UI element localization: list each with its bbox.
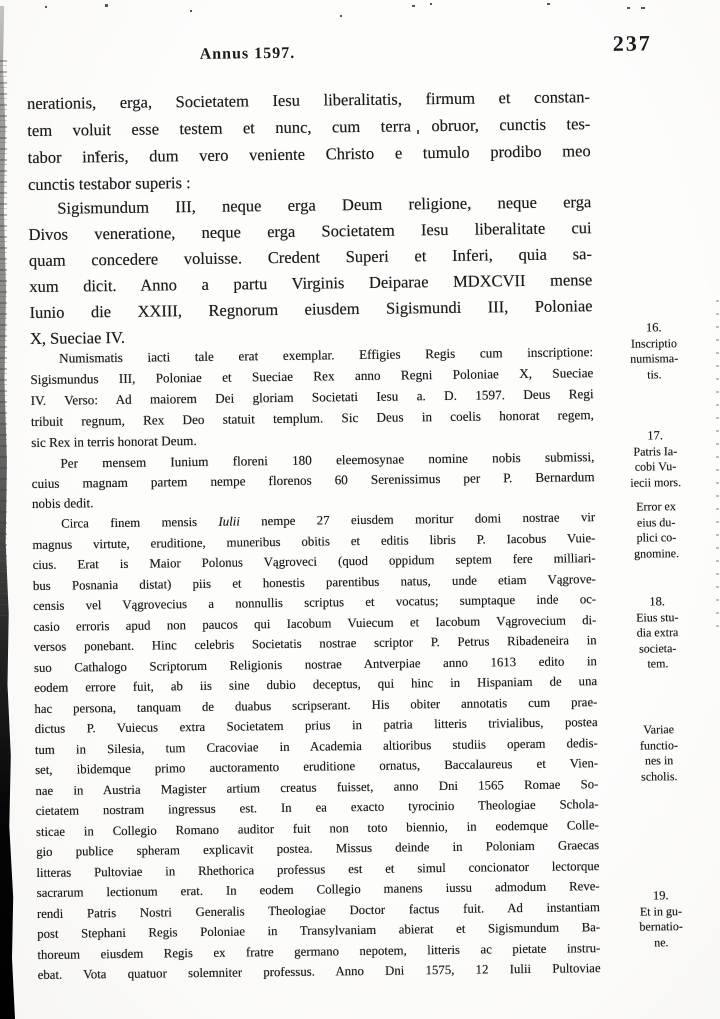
- text-line: xum dicit. Anno a partu Virginis Deiparae MDXCVII mense: [29, 270, 593, 297]
- text-line: Inscriptio: [630, 335, 678, 351]
- text-line: sic Rex in terris honorat Deum.: [31, 432, 197, 451]
- paragraph: [31, 447, 595, 514]
- text-line: Circa finem mensis Iulii nempe 27 eiusdem moritur domi nostrae vir: [61, 510, 596, 531]
- margin-note: [596, 428, 715, 491]
- text-line: tabor inferis, dum vero veniente Christo e tumulo prodibo meo: [27, 141, 591, 168]
- margin-note-text: [600, 722, 719, 785]
- text-line: bus Posnania distat) piis et honestis parentibus natus, unde etiam Vągrove-: [32, 571, 596, 593]
- paragraph: [30, 341, 594, 453]
- text-line: set, ibidemque primo auctoramento eruditione ornatus, Baccalaureus et Vien-: [35, 756, 599, 777]
- text-line: tem voluit esse testem et nunc, cum terra obruor, cunctis tes-: [27, 114, 591, 141]
- text-line: sacrarum lectionum erat. In eodem Collegio manens iussu admodum Reve-: [36, 879, 600, 900]
- text-line: Sigismundum III, neque erga Deum religione, neque erga: [57, 192, 592, 218]
- margin-note-number: 18.: [649, 594, 666, 609]
- text-line: nerationis, erga, Societatem Iesu liberalitatis, firmum et constan-: [26, 87, 591, 114]
- text-line: gnomine.: [633, 545, 680, 561]
- margin-note-text: [595, 335, 714, 383]
- text-line: scholis.: [641, 768, 678, 784]
- text-line: tribuit regnum, Rex Deo statuit templum. Sic Deus in coelis honorat regem,: [30, 407, 594, 430]
- text-line: suo Cathalogo Scriptorum Religionis nostrae Antverpiae anno 1613 edito in: [33, 653, 597, 675]
- page-number: 237: [612, 30, 652, 56]
- text-line: cuius magnam partem nempe florenos 60 Serenissimus per P. Bernardum: [31, 469, 595, 492]
- text-line: Divos veneratione, neque erga Societatem Iesu liberalitate cui: [28, 218, 592, 245]
- text-line: bernatio-: [639, 919, 683, 934]
- text-line: eodem errore fuit, ab iis sine dubio deceptus, qui hinc in Hispaniam de una: [34, 674, 598, 695]
- text-line: IV. Verso: Ad maiorem Dei gloriam Societati Iesu a. D. 1597. Deus Regi: [30, 386, 594, 409]
- text-line: dia extra: [636, 625, 679, 640]
- text-line: X, Sueciae IV.: [29, 327, 126, 349]
- text-line: thoreum eiusdem Regis ex fratre germano nepotem, litteris ac pietate instru-: [37, 940, 601, 962]
- margin-note: [597, 499, 716, 562]
- text-line: rendi Patris Nostri Generalis Theologiae Doctor factus fuit. Ad instantiam: [36, 899, 600, 921]
- text-line: versos ponebant. Hinc celebris Societatis nostrae scriptor P. Petrus Ribadeneira in: [33, 633, 597, 654]
- text-line: quam concedere voluisse. Credent Superi et Inferi, quia sa-: [28, 244, 593, 271]
- text-line: plici co-: [636, 530, 677, 545]
- margin-note-text: [596, 443, 715, 491]
- running-title: Annus 1597.: [199, 44, 296, 63]
- text-line: nobis dedit.: [31, 495, 94, 512]
- margin-note-text: [597, 499, 716, 562]
- margin-note-text: [598, 609, 717, 672]
- text-line: gio publice spheram explicavit postea. Missus deinde in Poloniam Graecas: [36, 838, 600, 859]
- margin-note: [595, 320, 714, 383]
- text-line: cunctis testabor superis :: [27, 173, 191, 195]
- margin-note-number: 19.: [652, 888, 669, 903]
- text-line: eius du-: [636, 514, 676, 530]
- margin-note: [600, 722, 719, 785]
- text-line: ebat. Vota quatuor solemniter professus. Anno Dni 1575, 12 Iulii Pultoviae: [37, 961, 601, 982]
- text-line: sticae in Collegio Romano auditor fuit non toto biennio, in eodemque Colle-: [35, 817, 599, 839]
- text-line: hac persona, tanquam de duabus scripserant. His obiter annotatis cum prae-: [34, 694, 598, 716]
- text-line: nes in: [644, 753, 674, 768]
- text-line: dictus P. Vuiecus extra Societatem prius in patria litteris trivialibus, postea: [34, 715, 598, 736]
- text-line: magnus virtute, eruditione, muneribus obitis et editis libris P. Iacobus Vuie-: [32, 530, 596, 552]
- margin-note: [598, 594, 717, 673]
- text-line: Patris Ia-: [633, 443, 678, 459]
- text-line: cius. Erat is Maior Polonus Vągroveci (quod oppidum septem fere milliari-: [32, 551, 596, 573]
- margin-note-number: 16.: [645, 320, 662, 335]
- text-line: post Stephani Regis Poloniae in Transylvaniam abierat et Sigismundum Ba-: [37, 920, 601, 941]
- margin-note: [602, 888, 720, 951]
- text-line: Numismatis iacti tale erat exemplar. Effigies Regis cum inscriptione:: [59, 344, 594, 366]
- text-line: cietatem nostram ingressus est. In ea exacto tyrocinio Theologiae Schola-: [35, 797, 599, 818]
- text-line: functio-: [639, 737, 678, 753]
- text-line: tem.: [647, 656, 669, 671]
- text-line: Sigismundus III, Poloniae et Sueciae Rex anno Regni Poloniae X, Sueciae: [30, 365, 594, 388]
- text-line: tis.: [647, 366, 662, 381]
- text-line: iecii mors.: [630, 474, 682, 490]
- text-line: numisma-: [630, 351, 679, 366]
- text-line: ne.: [654, 934, 669, 949]
- text-line: Iunio die XXIII, Regnorum eiusdem Sigismundi III, Poloniae: [29, 296, 593, 323]
- paragraph: [32, 507, 601, 985]
- text-line: Variae: [643, 722, 675, 737]
- text-line: nae in Austria Magister artium creatus fuisset, anno Dni 1565 Romae So-: [35, 776, 599, 798]
- text-line: Et in gu-: [639, 903, 683, 919]
- text-line: societa-: [638, 640, 677, 656]
- text-line: tum in Silesia, tum Cracoviae in Academia altioribus studiis operam dedis-: [34, 735, 598, 757]
- text-line: Per mensem Iunium floreni 180 eleemosynae nomine nobis submissi,: [60, 449, 595, 471]
- margin-note-text: [602, 903, 720, 951]
- text-line: censis vel Vągrovecius a nonnullis scriptus et vocatus; sumptaque inde oc-: [33, 592, 597, 613]
- text-line: litteras Pultoviae in Rhethorica professus est et simul concionator lectorque: [36, 858, 600, 880]
- text-line: cobi Vu-: [634, 459, 677, 474]
- paragraph: [28, 189, 593, 352]
- margin-note-number: 17.: [647, 428, 664, 443]
- text-line: Error ex: [636, 499, 676, 514]
- text-line: casio erroris apud non paucos qui Iacobum Vuiecum et Iacobum Vągrovecium di-: [33, 612, 597, 634]
- text-line: Eius stu-: [636, 609, 679, 625]
- paragraph: [27, 83, 591, 198]
